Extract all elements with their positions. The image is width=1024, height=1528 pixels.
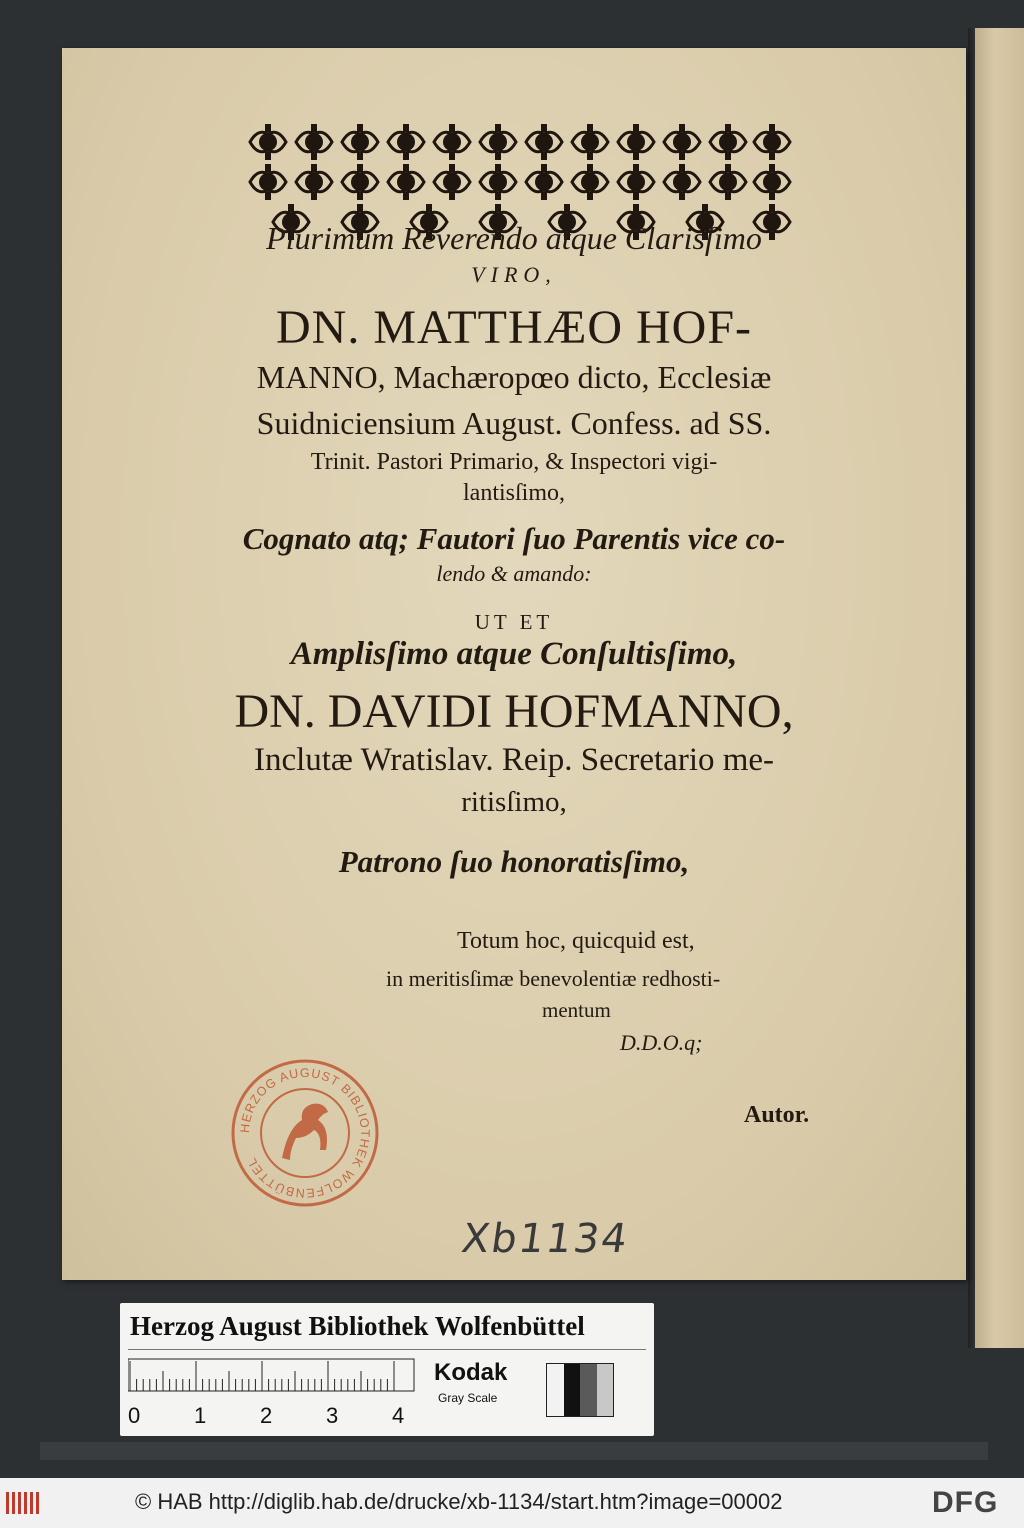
mentum-line: mentum	[542, 998, 611, 1022]
card-title: Herzog August Bibliothek Wolfenbüttel	[130, 1311, 585, 1341]
recipient-name-2: DN. DAVIDI HOFMANNO,	[234, 685, 794, 738]
hab-logo-icon	[6, 1490, 70, 1516]
in-meritis-line: in meritisſimæ benevolentiæ redhosti-	[386, 966, 721, 991]
suidnicensium-line: Suidniciensium August. Confess. ad SS.	[256, 405, 772, 441]
recipient-name-1: DN. MATTHÆO HOF-	[275, 301, 752, 354]
ruler-label-3: 3	[326, 1403, 339, 1427]
cognato-line: Cognato atq; Fautori ſuo Parentis vice co-	[242, 521, 786, 556]
ut-et-line: UT ET	[474, 610, 554, 634]
ruler-label-4: 4	[392, 1403, 405, 1427]
ritissimo-line: ritisſimo,	[461, 786, 567, 818]
gray-wedge-strip	[40, 1442, 988, 1460]
ddoq-line: D.D.O.q;	[620, 1030, 703, 1055]
ruler-label-1: 1	[194, 1403, 207, 1427]
measurement-ruler	[128, 1357, 418, 1427]
footer-copyright-url[interactable]: © HAB http://diglib.hab.de/drucke/xb-1134/start.htm?image=00002	[135, 1489, 783, 1514]
recipient-name-1-cont: MANNO, Machæropœo dicto, Ecclesiæ	[256, 359, 772, 395]
gray-scale-label: Gray Scale	[438, 1391, 498, 1405]
inclutae-line: Inclutæ Wratislav. Reip. Secretario me-	[253, 742, 775, 778]
dedication-line: Plurimùm Reverendo atque Clarisſimo	[266, 220, 762, 256]
dfg-logo: DFG	[932, 1486, 999, 1519]
lantissimo-line: lantisſimo,	[463, 480, 565, 506]
trinit-line: Trinit. Pastori Primario, & Inspectori vigi-	[310, 449, 718, 475]
totum-line: Totum hoc, quicquid est,	[457, 928, 695, 954]
viro-line: VIRO,	[471, 262, 557, 287]
card-divider	[128, 1349, 646, 1350]
ruler-label-2: 2	[260, 1403, 273, 1427]
ruler-label-0: 0	[128, 1403, 141, 1427]
scan-target-card	[120, 1303, 654, 1436]
gray-scale-swatches	[546, 1363, 614, 1417]
patrono-line: Patrono ſuo honoratisſimo,	[338, 844, 690, 879]
horse-emblem	[282, 1104, 328, 1160]
shelfmark-handwritten: Xb1134	[458, 1216, 632, 1262]
facing-page-edge	[975, 28, 1024, 1348]
document-page	[62, 48, 966, 1280]
library-stamp	[230, 1058, 380, 1208]
lendo-line: lendo & amando:	[436, 561, 592, 586]
amplissimo-line: Amplisſimo atque Conſultisſimo,	[290, 636, 738, 672]
footer-bar	[0, 1478, 1024, 1528]
stamp-text: HERZOG AUGUST BIBLIOTHEK WOLFENBÜTTEL	[237, 1065, 373, 1201]
kodak-label: Kodak	[434, 1359, 508, 1386]
autor-line: Autor.	[744, 1102, 810, 1128]
